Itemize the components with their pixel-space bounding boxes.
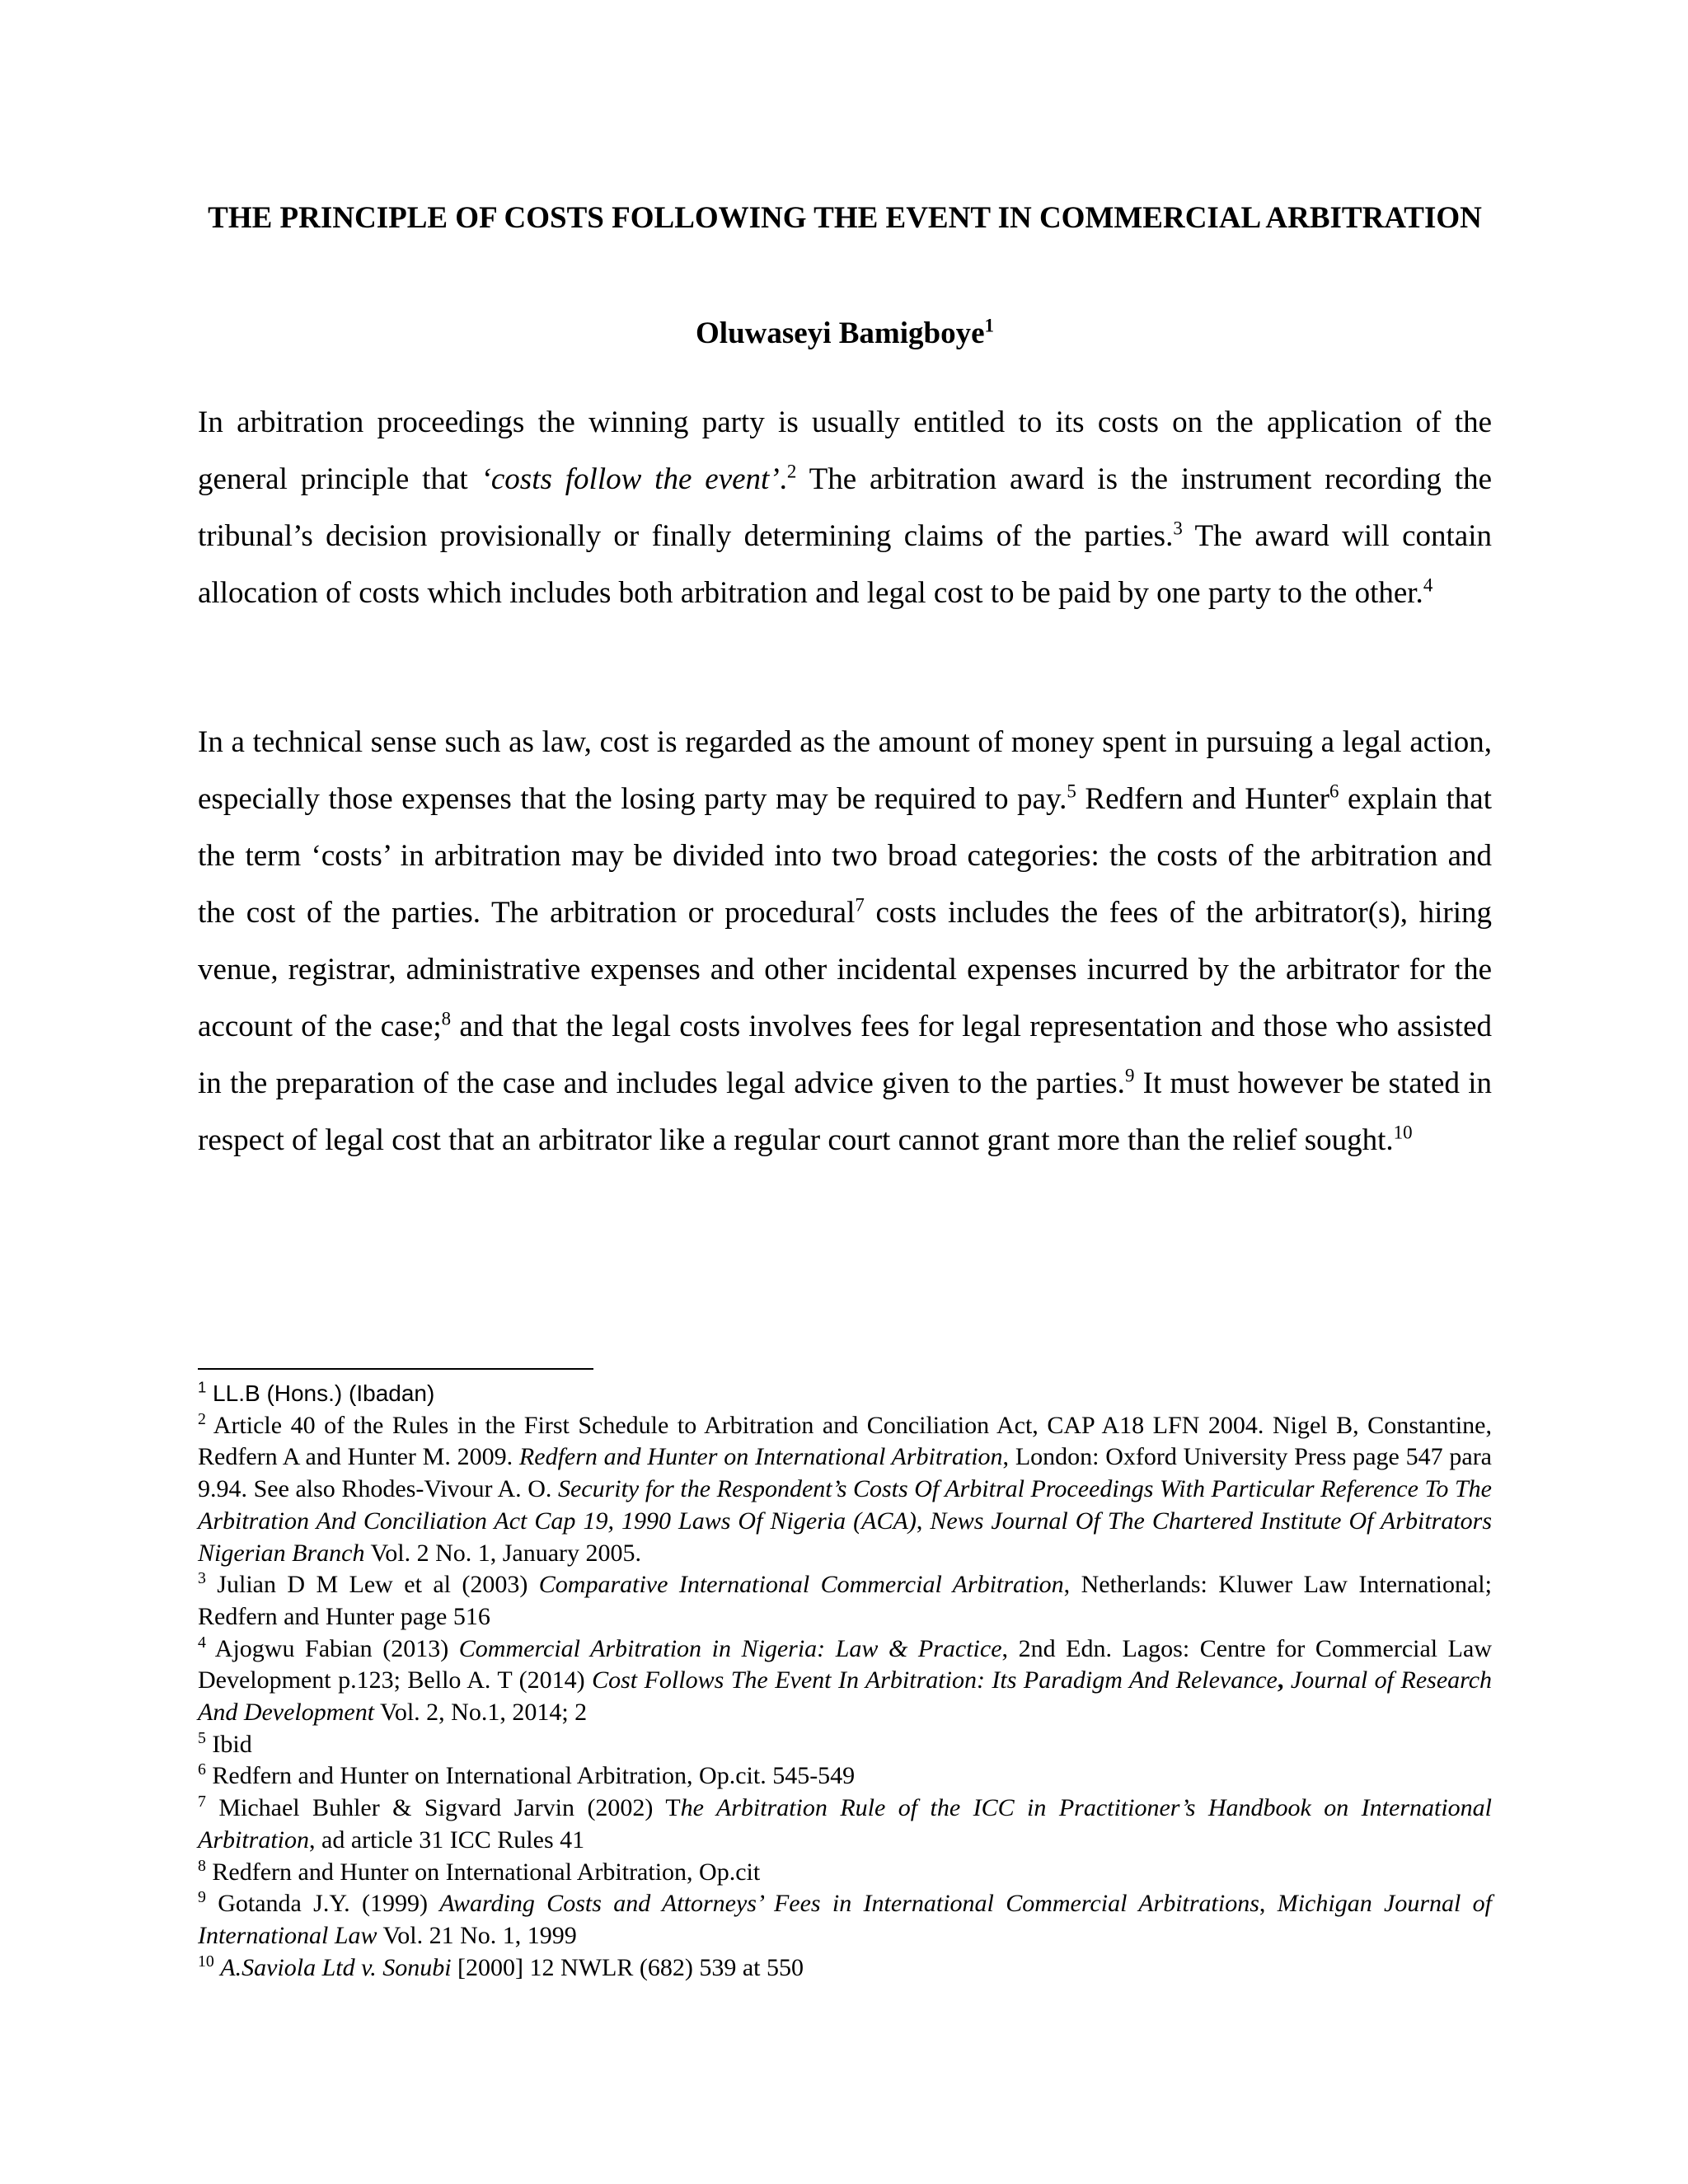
footnote-text: Redfern and Hunter on International Arbitration, Op.cit — [205, 1858, 761, 1886]
body-text-run: The arbitration award is the instrument recording the tribunal’s decision provisionally or finally determining claims of the parties. — [198, 462, 1492, 553]
footnote-text: , — [1277, 1666, 1291, 1694]
footnote-5 — [198, 1729, 1492, 1761]
body-text-run: and that the legal costs involves fees for legal representation and those who assisted in the preparation of the case and includes legal advice given to the parties. — [198, 1010, 1492, 1100]
body-text-run: It must however be stated in respect of legal cost that an arbitrator like a regular court cannot grant more than the relief sought. — [198, 1066, 1492, 1157]
footnote-7 — [198, 1793, 1492, 1856]
footnote-number: 5 — [198, 1728, 206, 1747]
footnote-text: Julian D M Lew et al (2003) — [205, 1571, 539, 1599]
body-paragraph — [198, 714, 1492, 1169]
footnote-text: , Netherlands: Kluwer Law International; Redfern and Hunter page 516 — [198, 1571, 1492, 1630]
body-text-run: costs includes the fees of the arbitrator(s), hiring venue, registrar, administrative expenses and other incidental expenses incurred by the arbitrator for the account of the case; — [198, 896, 1492, 1043]
footnote-text: Gotanda J.Y. (1999) — [205, 1890, 440, 1918]
footnote-text: Redfern and Hunter on International Arbitration, Op.cit. 545-549 — [205, 1762, 856, 1790]
footnote-citation-title: Awarding Costs and Attorneys’ Fees in International Commercial Arbitrations — [439, 1890, 1259, 1918]
footnote-ref[interactable]: 3 — [1173, 518, 1183, 539]
footnote-text: , — [916, 1507, 931, 1535]
footnote-citation-title: Michigan Journal of International Law — [198, 1890, 1493, 1949]
footnote-10 — [198, 1952, 1492, 1985]
footnote-ref[interactable]: 4 — [1423, 574, 1433, 596]
footnote-separator — [198, 1368, 593, 1370]
footnote-9 — [198, 1888, 1492, 1952]
footnote-text: Vol. 2, No.1, 2014; 2 — [374, 1699, 588, 1727]
footnote-3 — [198, 1569, 1492, 1633]
footnote-citation-title: Cost Follows The Event In Arbitration: Its Paradigm And Relevance — [592, 1666, 1278, 1694]
footnote-citation-title: Security for the Respondent’s Costs Of Arbitral Proceedings With Particular Reference To The Arbitration And Conciliation Act Cap 19, 1990 Laws Of Nigeria (ACA) — [198, 1475, 1492, 1535]
footnote-number: 2 — [198, 1409, 206, 1428]
footnote-ref[interactable]: 6 — [1329, 780, 1339, 802]
footnote-ref[interactable]: 2 — [786, 461, 797, 482]
footnote-ref[interactable]: 9 — [1124, 1065, 1135, 1086]
footnote-text: Ibid — [205, 1730, 252, 1758]
footnote-text: Vol. 21 No. 1, 1999 — [377, 1921, 577, 1949]
footnote-number: 10 — [198, 1952, 214, 1971]
footnote-citation-title: Commercial Arbitration in Nigeria: Law & Practice — [458, 1634, 1002, 1662]
footnotes-section — [198, 1378, 1492, 1984]
footnote-2 — [198, 1410, 1492, 1570]
footnote-6 — [198, 1760, 1492, 1793]
footnote-number: 6 — [198, 1760, 206, 1779]
footnote-ref[interactable]: 7 — [855, 894, 865, 916]
body-text-run: The award will contain allocation of costs which includes both arbitration and legal cost to be paid by one party to the other. — [198, 519, 1492, 610]
footnote-ref[interactable]: 1 — [984, 315, 994, 336]
footnote-text: Article 40 of the Rules in the First Schedule to Arbitration and Conciliation Act, CAP A18 LFN 2004. Nigel B, Constantine, Redfern A and Hunter M. 2009. — [198, 1411, 1492, 1471]
footnote-ref[interactable]: 8 — [441, 1008, 452, 1029]
footnote-8 — [198, 1857, 1492, 1889]
footnote-text: LL.B (Hons.) (Ibadan) — [206, 1380, 435, 1406]
footnote-citation-title: Comparative International Commercial Arbitration — [538, 1571, 1064, 1599]
footnote-number: 3 — [198, 1569, 206, 1588]
footnote-text: , — [1259, 1890, 1278, 1918]
footnote-citation-title: News Journal Of The Chartered Institute Of Arbitrators Nigerian Branch — [198, 1507, 1493, 1567]
footnote-4 — [198, 1633, 1492, 1729]
author-name: Oluwaseyi Bamigboye — [696, 316, 985, 350]
body-paragraph — [198, 394, 1492, 621]
footnote-number: 9 — [198, 1888, 206, 1907]
footnote-citation-title: A.Saviola Ltd v. Sonubi — [220, 1953, 452, 1981]
footnote-number: 8 — [198, 1856, 206, 1875]
footnote-text: Vol. 2 No. 1, January 2005. — [364, 1539, 642, 1567]
footnote-text: Ajogwu Fabian (2013) — [205, 1634, 459, 1662]
footnote-number: 4 — [198, 1633, 206, 1652]
body-text-run: In arbitration proceedings the winning party is usually entitled to its costs on the application of the general principle that — [198, 405, 1492, 496]
body-text-run: Redfern and Hunter — [1076, 782, 1329, 816]
title-text: THE PRINCIPLE OF COSTS FOLLOWING THE EVENT IN COMMERCIAL ARBITRATION — [208, 201, 1482, 235]
footnote-text: , London: Oxford University Press page 547 para 9.94. See also Rhodes-Vivour A. O. — [198, 1443, 1493, 1503]
body-text-run: In a technical sense such as law, cost is regarded as the amount of money spent in pursuing a legal action, especially those expenses that the losing party may be required to pay. — [198, 725, 1492, 816]
footnote-text: , 2nd Edn. Lagos: Centre for Commercial Law Development p.123; Bello A. T (2014) — [198, 1634, 1492, 1694]
author-line — [198, 313, 1492, 354]
footnote-number: 7 — [198, 1793, 206, 1811]
footnote-citation-title: Redfern and Hunter on International Arbitration — [518, 1443, 1003, 1471]
footnote-text: Michael Buhler & Sigvard Jarvin (2002) T — [205, 1794, 681, 1822]
footnote-citation-title: he Arbitration Rule of the ICC in Practitioner’s Handbook on International Arbitration — [198, 1794, 1493, 1854]
footnote-1 — [198, 1378, 1492, 1410]
body-text-run: explain that the term ‘costs’ in arbitration may be divided into two broad categories: the costs of the arbitration and the cost of the parties. The arbitration or procedural — [198, 782, 1492, 930]
footnote-ref[interactable]: 5 — [1067, 780, 1076, 802]
quoted-phrase: ‘costs follow the event’ — [481, 462, 780, 496]
footnote-ref[interactable]: 10 — [1393, 1122, 1413, 1143]
document-title — [198, 190, 1492, 247]
body-text-run: . — [779, 462, 787, 496]
footnote-text: [2000] 12 NWLR (682) 539 at 550 — [451, 1953, 804, 1981]
footnote-citation-title: Journal of Research And Development — [198, 1666, 1493, 1727]
footnote-text: , ad article 31 ICC Rules 41 — [309, 1825, 585, 1854]
footnote-number: 1 — [198, 1378, 207, 1396]
